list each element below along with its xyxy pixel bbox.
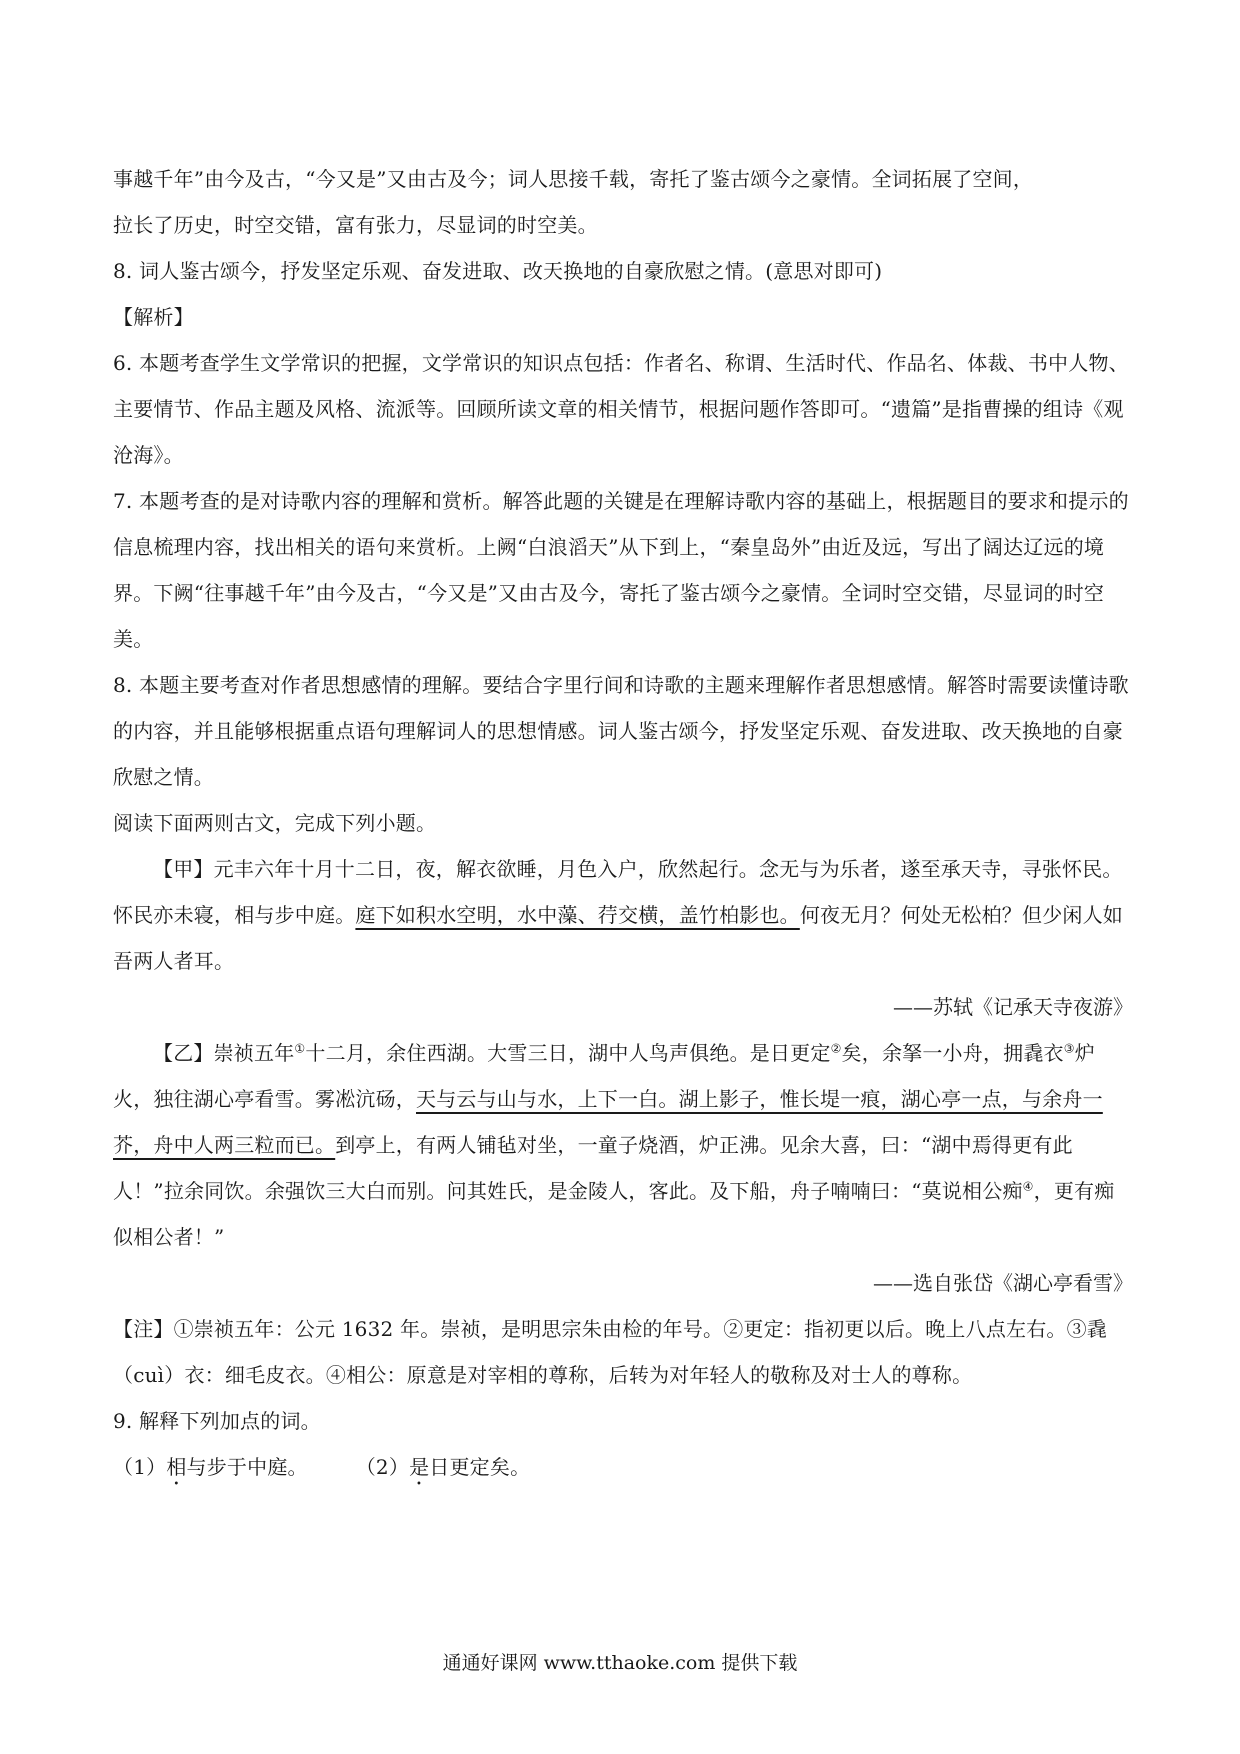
passage-text: 【乙】崇祯五年 <box>153 1041 295 1065</box>
question-9: 9. 解释下列加点的词。 <box>113 1409 321 1433</box>
passage-source: ——选自张岱《湖心亭看雪》 <box>873 1271 1133 1295</box>
footnote-marker: ① <box>294 1041 306 1056</box>
passage-yi <box>113 1030 1133 1260</box>
footnote-marker: ② <box>830 1041 842 1056</box>
passage-source: ——苏轼《记承天寺夜游》 <box>893 995 1133 1019</box>
item-text: 与步于中庭。 <box>186 1455 308 1479</box>
underlined-sentence: 庭下如积水空明，水中藻、荇交横，盖竹柏影也。 <box>355 903 800 927</box>
explanation-6: 6. 本题考查学生文学常识的把握，文学常识的知识点包括：作者名、称谓、生活时代、作品名、体裁、书中人物、主要情节、作品主题及风格、流派等。回顾所读文章的相关情节，根据问题作答即可。“遗篇”是指曹操的组诗《观沧海》。 <box>113 351 1129 467</box>
passage-text: ，更有痴似相公者！” <box>113 1179 1115 1249</box>
item-number: （2） <box>355 1455 410 1479</box>
passage-text: 矣，余拏一小舟，拥毳衣 <box>841 1041 1064 1065</box>
underlined-sentence: 天与云与山与水，上下一白。湖上影子，惟长堤一痕，湖心亭一点，与余舟一芥，舟中人两三粒而已。 <box>113 1087 1103 1157</box>
notes: 【注】①崇祯五年：公元 1632 年。崇祯，是明思宗朱由检的年号。②更定：指初更以后。晚上八点左右。③毳（cuì）衣：细毛皮衣。④相公：原意是对宰相的尊称，后转为对年轻人的敬称及对士人的尊称。 <box>113 1317 1108 1387</box>
dotted-word: 是 <box>409 1455 430 1479</box>
passage-jia <box>113 846 1133 984</box>
passage-text: 到亭上，有两人铺毡对坐，一童子烧酒，炉正沸。见余大喜，曰：“湖中焉得更有此人！”拉余同饮。余强饮三大白而别。问其姓氏，是金陵人，客此。及下船，舟子喃喃曰：“莫说相公痴 <box>113 1133 1073 1203</box>
explanation-7: 7. 本题考查的是对诗歌内容的理解和赏析。解答此题的关键是在理解诗歌内容的基础上，根据题目的要求和提示的信息梳理内容，找出相关的语句来赏析。上阙“白浪滔天”从下到上，“秦皇岛外”由近及远，写出了阔达辽远的境界。下阙“往事越千年”由今及古，“今又是”又由古及今，寄托了鉴古颂今之豪情。全词时空交错，尽显词的时空美。 <box>113 489 1129 651</box>
page-content <box>113 156 1133 1490</box>
explanation-8: 8. 本题主要考查对作者思想感情的理解。要结合字里行间和诗歌的主题来理解作者思想感情。解答时需要读懂诗歌的内容，并且能够根据重点语句理解词人的思想情感。词人鉴古颂今，抒发坚定乐观、奋发进取、改天换地的自豪欣慰之情。 <box>113 673 1129 789</box>
question-9-items <box>113 1444 1133 1490</box>
page-footer: 通通好课网 www.tthaoke.com 提供下载 <box>442 1652 798 1674</box>
reading-instruction: 阅读下面两则古文，完成下列小题。 <box>113 811 437 835</box>
item-number: （1） <box>113 1455 167 1479</box>
passage-text: 炉火，独往湖心亭看雪。雾凇沆砀， <box>113 1041 1095 1111</box>
passage-text: 何夜无月？何处无松柏？但少闲人如吾两人者耳。 <box>113 903 1124 973</box>
item-text: 日更定矣。 <box>429 1455 531 1479</box>
footnote-marker: ③ <box>1063 1041 1075 1056</box>
text-line: 拉长了历史，时空交错，富有张力，尽显词的时空美。 <box>113 213 598 237</box>
passage-text: 【甲】元丰六年十月十二日，夜，解衣欲睡，月色入户，欣然起行。念无与为乐者，遂至承天寺，寻张怀民。怀民亦未寝，相与步中庭。 <box>113 857 1123 927</box>
text-line: 事越千年”由今及古，“今又是”又由古及今；词人思接千载，寄托了鉴古颂今之豪情。全词拓展了空间， <box>113 167 1034 191</box>
passage-text: 十二月，余住西湖。大雪三日，湖中人鸟声俱绝。是日更定 <box>305 1041 831 1065</box>
dotted-word: 相 <box>166 1455 187 1479</box>
answer-8: 8. 词人鉴古颂今，抒发坚定乐观、奋发进取、改天换地的自豪欣慰之情。(意思对即可) <box>113 259 883 283</box>
footnote-marker: ④ <box>1022 1179 1034 1194</box>
analysis-heading: 【解析】 <box>113 305 194 329</box>
